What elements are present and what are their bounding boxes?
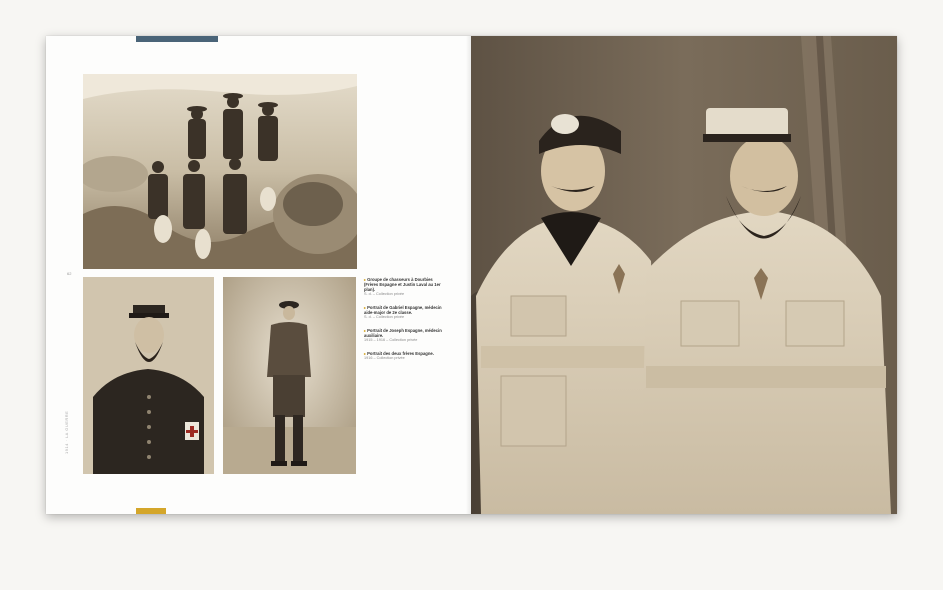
caption-credit: 1916 – Collection privée [364, 356, 405, 360]
book-spread [46, 36, 897, 514]
right-page [471, 36, 897, 514]
brothers-portrait-photo [471, 36, 897, 514]
page-number: 62 [67, 271, 72, 276]
caption-bullet: ▸ [364, 305, 367, 310]
captions-column [364, 277, 446, 369]
caption-title: Portrait des deux frères Espagne. [367, 351, 434, 356]
accent-bar-top [136, 36, 218, 42]
running-head: 1914 · LA GUERRE [64, 410, 69, 454]
caption-title: Portrait de Gabriel Espagne, médecin aide-major de 2e classe. [364, 305, 442, 315]
caption-gabriel [364, 305, 446, 320]
joseph-portrait-photo [223, 277, 356, 474]
caption-bullet: ▸ [364, 351, 367, 356]
caption-title: Groupe de chasseurs à Dourbies (Frères Espagne et Justin Laval au 1er plan). [364, 277, 441, 292]
gabriel-portrait-photo [83, 277, 214, 474]
hunters-group-photo [83, 74, 357, 269]
caption-title: Portrait de Joseph Espagne, médecin auxiliaire. [364, 328, 442, 338]
caption-credit: S. d. – Collection privée [364, 315, 405, 319]
caption-bullet: ▸ [364, 328, 367, 333]
caption-credit: S. d. – Collection privée [364, 292, 405, 296]
caption-brothers [364, 351, 446, 361]
accent-bar-bottom [136, 508, 166, 514]
left-page [46, 36, 471, 514]
caption-bullet: ▸ [364, 277, 367, 282]
caption-joseph [364, 328, 446, 343]
caption-hunters [364, 277, 446, 297]
caption-credit: 1915 – 1916 – Collection privée [364, 338, 418, 342]
